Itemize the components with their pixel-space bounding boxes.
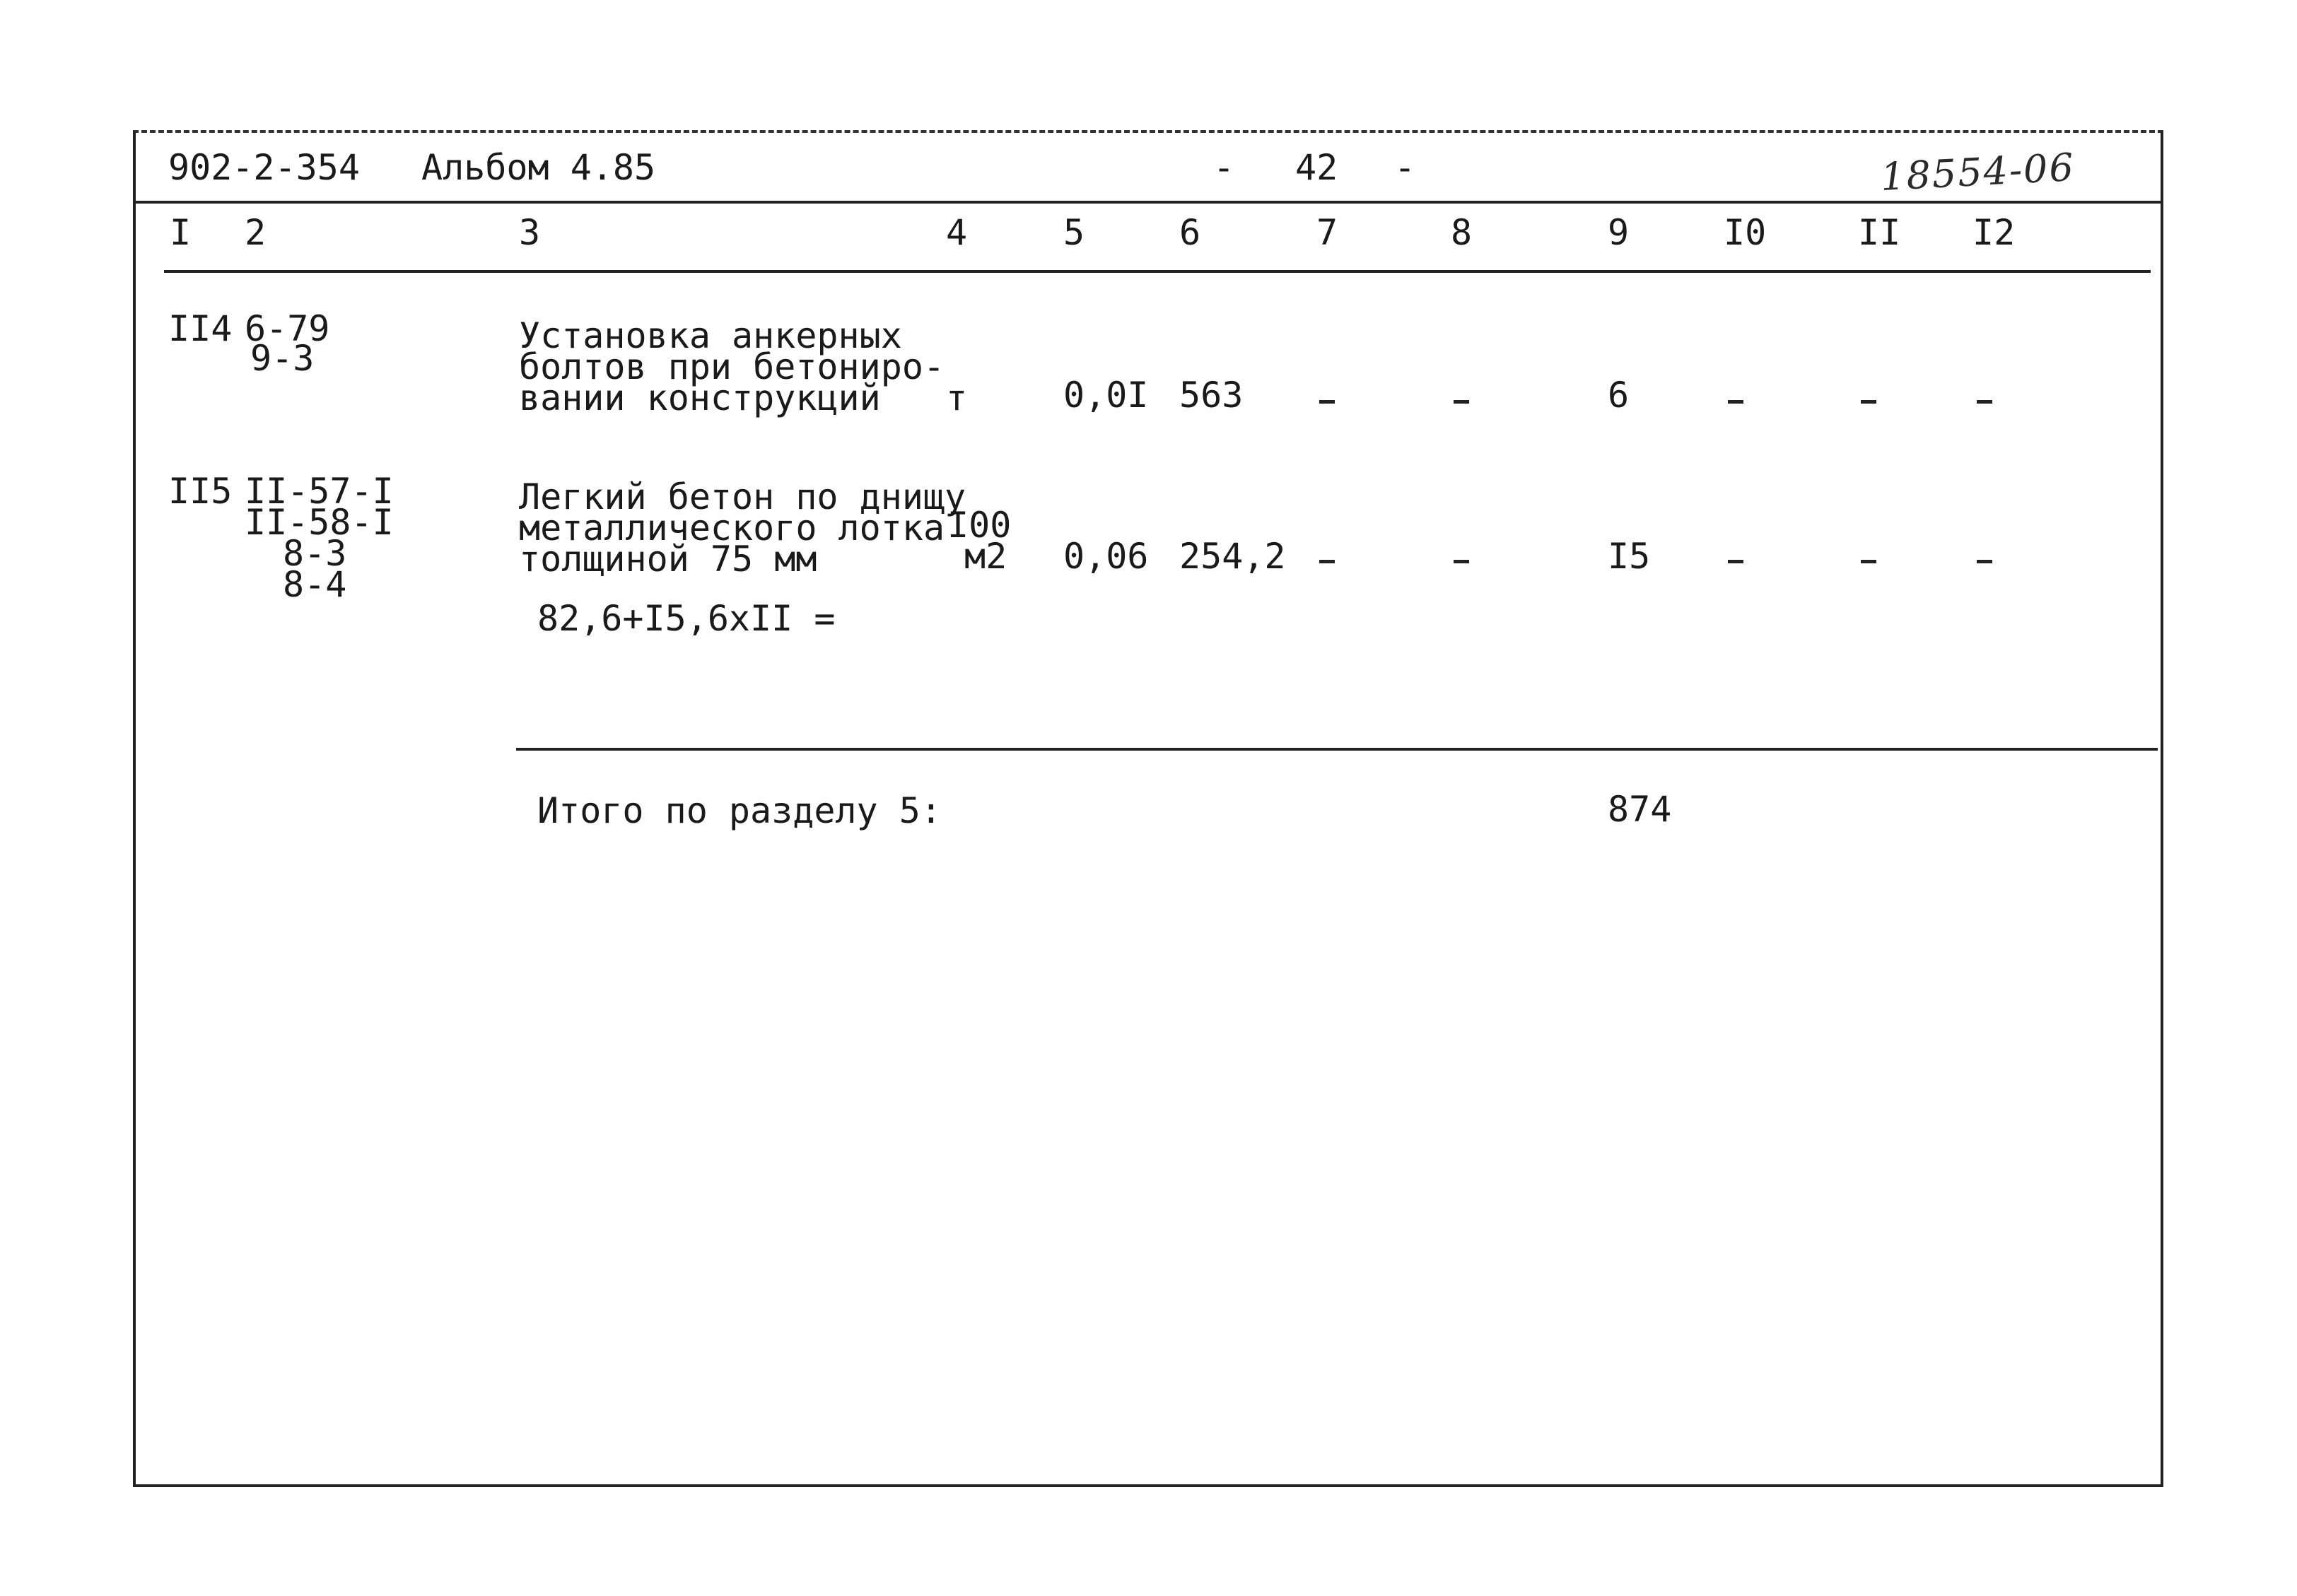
row-code: 9-3 (250, 338, 315, 379)
empty-cell-dash (1728, 400, 1743, 404)
document-frame (133, 130, 2163, 1487)
col-header-1: I (170, 212, 192, 253)
row-total: I5 (1608, 536, 1651, 577)
page-dash-left: - (1213, 147, 1235, 188)
row-quantity: 0,06 (1063, 536, 1149, 577)
col-header-9: 9 (1608, 212, 1630, 253)
row-unit: м2 (964, 536, 1007, 577)
empty-cell-dash (1977, 400, 1992, 404)
row-total: 6 (1608, 375, 1630, 416)
header-divider (136, 201, 2161, 204)
row-number: II5 (168, 471, 233, 512)
row-code: 8-4 (283, 564, 347, 605)
col-header-2: 2 (245, 212, 267, 253)
row-description: вании конструкций (519, 377, 881, 418)
row-description: Установка анкерных (519, 315, 902, 356)
row-description: Легкий бетон по днищу (519, 476, 966, 517)
doc-code: 902-2-354 (168, 147, 360, 188)
page-dash-right: - (1394, 147, 1416, 188)
row-description: толщиной 75 мм (519, 539, 817, 580)
total-label: Итого по разделу 5: (537, 790, 942, 831)
album-label: Альбом 4.85 (421, 147, 656, 188)
col-header-3: 3 (519, 212, 541, 253)
empty-cell-dash (1454, 560, 1469, 563)
empty-cell-dash (1861, 560, 1876, 563)
empty-cell-dash (1861, 400, 1876, 404)
page-number: 42 (1295, 147, 1338, 188)
col-header-8: 8 (1451, 212, 1473, 253)
col-header-4: 4 (946, 212, 968, 253)
row-price: 254,2 (1179, 536, 1286, 577)
col-header-7: 7 (1316, 212, 1338, 253)
col-header-10: I0 (1724, 212, 1767, 253)
empty-cell-dash (1977, 560, 1992, 563)
row-unit: т (946, 377, 968, 418)
total-divider (516, 748, 2158, 751)
col-header-12: I2 (1972, 212, 2016, 253)
row-quantity: 0,0I (1063, 375, 1149, 416)
row-code: 8-3 (283, 533, 347, 574)
empty-cell-dash (1319, 560, 1335, 563)
row-formula: 82,6+I5,6xII = (537, 598, 836, 639)
row-price: 563 (1179, 375, 1244, 416)
col-header-5: 5 (1063, 212, 1085, 253)
row-description: болтов при бетониро- (519, 346, 945, 387)
archive-number: 18554-06 (1879, 144, 2076, 200)
col-header-6: 6 (1179, 212, 1201, 253)
empty-cell-dash (1319, 400, 1335, 404)
row-description: металлического лотка (519, 507, 945, 548)
col-header-11: II (1858, 212, 1901, 253)
row-code: 6-79 (245, 308, 330, 349)
empty-cell-dash (1454, 400, 1469, 404)
row-code: II-58-I (245, 502, 394, 543)
empty-cell-dash (1728, 560, 1743, 563)
row-number: II4 (168, 308, 233, 349)
total-value: 874 (1608, 789, 1672, 830)
column-header-divider (164, 270, 2151, 273)
row-unit: I00 (947, 505, 1012, 546)
row-code: II-57-I (245, 471, 394, 512)
